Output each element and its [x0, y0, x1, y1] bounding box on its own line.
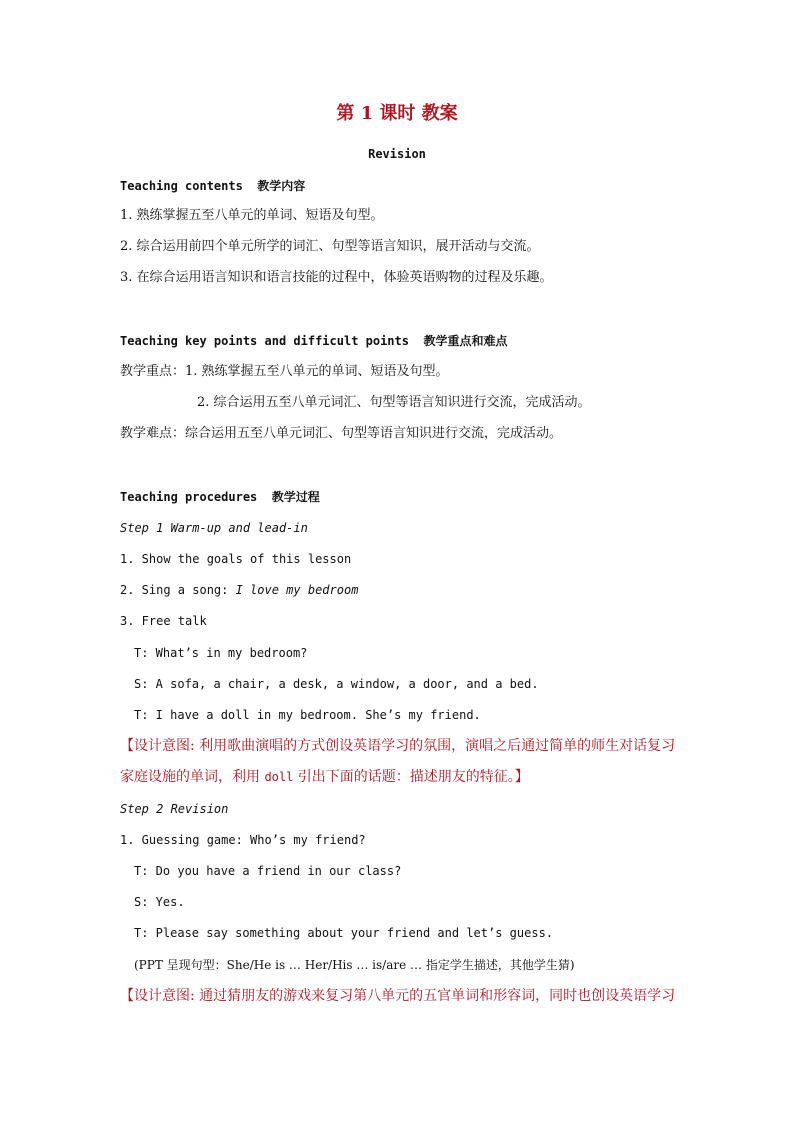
procedures-heading-en: Teaching procedures — [120, 490, 258, 504]
design-intent-1-line-2 — [120, 768, 529, 786]
key-point-label: 教学重点： — [120, 364, 186, 379]
step2-item-1: 1. Guessing game: Who’s my friend? — [120, 833, 366, 847]
ppt-note: (PPT 呈现句型：She/He is … Her/His … is/are … 指定学生描述，其他学生猜) — [134, 958, 575, 972]
step2-title: Step 2 Revision — [120, 802, 229, 816]
step1-title: Step 1 Warm-up and lead-in — [120, 521, 308, 535]
step1-item-1: 1. Show the goals of this lesson — [120, 552, 352, 566]
dialog-line: T: Please say something about your friend and let’s guess. — [134, 926, 554, 940]
design-intent-1-text-a: 家庭设施的单词，利用 — [120, 769, 265, 785]
contents-heading-en: Teaching contents — [120, 179, 243, 193]
design-intent-1-text-b: 引出下面的话题：描述朋友的特征。】 — [293, 769, 529, 785]
procedures-heading — [120, 488, 320, 506]
procedures-heading-cn: 教学过程 — [271, 490, 320, 504]
step1-item-3: 3. Free talk — [120, 614, 207, 628]
difficult-point: 教学难点：综合运用五至八单元词汇、句型等语言知识进行交流，完成活动。 — [120, 426, 563, 441]
dialog-line: T: Do you have a friend in our class? — [134, 864, 402, 878]
contents-heading — [120, 177, 305, 195]
keypoints-heading — [120, 332, 507, 350]
contents-item-2: 2. 综合运用前四个单元所学的词汇、句型等语言知识，展开活动与交流。 — [120, 239, 540, 254]
keypoints-heading-en: Teaching key points and difficult points — [120, 334, 409, 348]
step1-item-2-prefix: 2. Sing a song: — [120, 583, 236, 597]
key-point-1 — [120, 363, 449, 381]
dialog-line: T: I have a doll in my bedroom. She’s my friend. — [134, 708, 481, 722]
design-intent-2-line-1: 【设计意图: 通过猜朋友的游戏来复习第八单元的五官单词和形容词，同时也创设英语学习 — [120, 988, 676, 1004]
dialog-line: S: Yes. — [134, 895, 185, 909]
step1-item-2 — [120, 581, 358, 599]
page-title: 第 1 课时 教案 — [336, 103, 458, 124]
keypoints-heading-cn: 教学重点和难点 — [423, 334, 508, 348]
key-point-1-text: 1. 熟练掌握五至八单元的单词、短语及句型。 — [185, 364, 449, 379]
design-intent-1-word: doll — [264, 770, 294, 784]
contents-item-1: 1. 熟练掌握五至八单元的单词、短语及句型。 — [120, 208, 384, 223]
page-subtitle: Revision — [368, 147, 426, 161]
key-point-2: 2. 综合运用五至八单元词汇、句型等语言知识进行交流，完成活动。 — [197, 395, 591, 410]
contents-item-3: 3. 在综合运用语言知识和语言技能的过程中，体验英语购物的过程及乐趣。 — [120, 270, 553, 285]
dialog-line: T: What’s in my bedroom? — [134, 646, 308, 660]
dialog-line: S: A sofa, a chair, a desk, a window, a door, and a bed. — [134, 677, 539, 691]
design-intent-1-line-1: 【设计意图: 利用歌曲演唱的方式创设英语学习的氛围，演唱之后通过简单的师生对话复习 — [120, 738, 676, 754]
song-title: I love my bedroom — [235, 583, 359, 597]
contents-heading-cn: 教学内容 — [257, 179, 306, 193]
